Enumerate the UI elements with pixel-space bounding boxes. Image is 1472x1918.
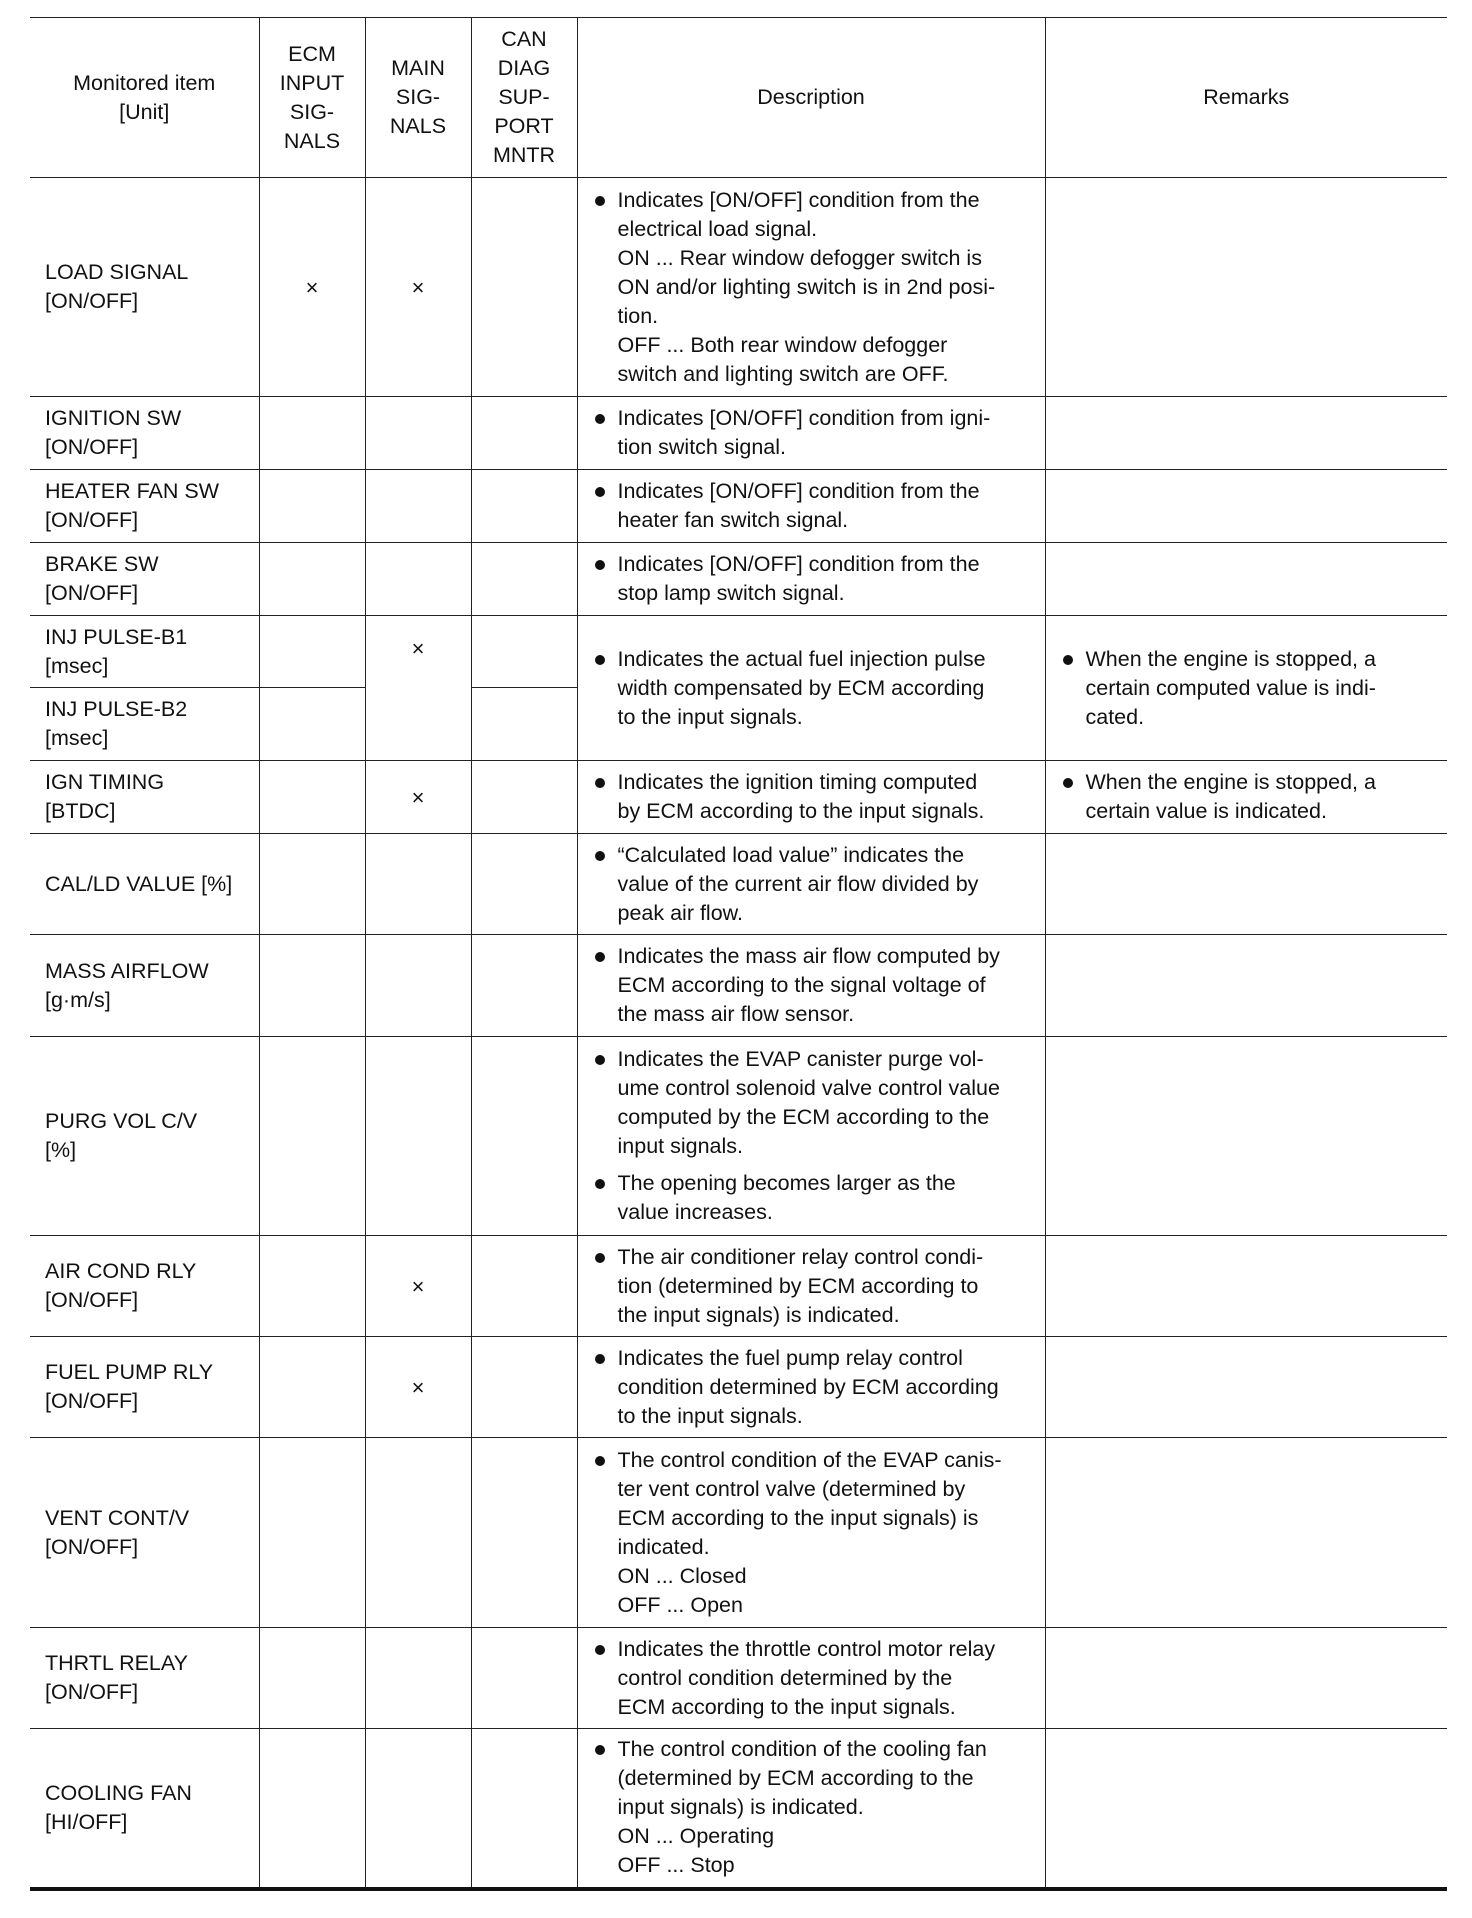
description-cell <box>577 1337 1045 1438</box>
remarks-cell <box>1045 1729 1447 1889</box>
monitored-item: HEATER FAN SW [ON/OFF] <box>30 470 259 543</box>
description-cell <box>577 1628 1045 1729</box>
header-main-signals: MAIN SIG- NALS <box>365 18 471 178</box>
description-cell <box>577 761 1045 834</box>
remarks-bullet: When the engine is stopped, a certain computed value is indi- cated. <box>1062 645 1438 732</box>
description-bullet: The control condition of the EVAP canis- ter vent control valve (determined by ECM according to the input signals) is indicated. ON ... Closed OFF ... Open <box>594 1446 1035 1620</box>
remarks-cell <box>1045 935 1447 1037</box>
description-bullet: Indicates [ON/OFF] condition from igni- tion switch signal. <box>594 404 1035 462</box>
header-remarks: Remarks <box>1045 18 1447 178</box>
ecm-input-signals-mark <box>259 1236 365 1337</box>
monitored-item: INJ PULSE-B1 [msec] <box>30 616 259 688</box>
ecm-input-signals-mark <box>259 688 365 761</box>
main-signals-mark <box>365 1628 471 1729</box>
bullet-icon <box>594 186 618 215</box>
description-bullet: Indicates the mass air flow computed by ECM according to the signal voltage of the mass air flow sensor. <box>594 942 1035 1029</box>
description-cell <box>577 1438 1045 1628</box>
remarks-cell <box>1045 1438 1447 1628</box>
ecm-input-signals-mark <box>259 1337 365 1438</box>
can-diag-support-mark <box>471 1337 577 1438</box>
table-row <box>30 543 1447 616</box>
description-bullet: Indicates the actual fuel injection pulse width compensated by ECM according to the input signals. <box>594 645 1035 732</box>
table-row <box>30 616 1447 688</box>
description-cell <box>577 1729 1045 1889</box>
can-diag-support-mark <box>471 1729 577 1889</box>
monitored-item: COOLING FAN [HI/OFF] <box>30 1729 259 1889</box>
can-diag-support-mark <box>471 543 577 616</box>
bullet-icon <box>594 404 618 433</box>
ecm-input-signals-mark <box>259 834 365 935</box>
description-bullet: The opening becomes larger as the value increases. <box>594 1169 1035 1227</box>
can-diag-support-mark <box>471 1438 577 1628</box>
header-ecm-input-signals: ECM INPUT SIG- NALS <box>259 18 365 178</box>
remarks-cell <box>1045 834 1447 935</box>
bullet-icon <box>594 841 618 870</box>
remarks-cell <box>1045 1236 1447 1337</box>
description-bullet: The air conditioner relay control condi- tion (determined by ECM according to the input signals) is indicated. <box>594 1243 1035 1330</box>
description-bullet: Indicates the ignition timing computed by ECM according to the input signals. <box>594 768 1035 826</box>
bullet-icon <box>594 1735 618 1764</box>
ecm-input-signals-mark <box>259 1438 365 1628</box>
description-cell <box>577 178 1045 397</box>
description-bullet: Indicates the fuel pump relay control condition determined by ECM according to the input signals. <box>594 1344 1035 1431</box>
remarks-cell <box>1045 178 1447 397</box>
bullet-icon <box>1062 645 1086 674</box>
main-signals-mark <box>365 543 471 616</box>
bullet-icon <box>594 1446 618 1475</box>
monitored-item: PURG VOL C/V [%] <box>30 1037 259 1236</box>
table-row <box>30 470 1447 543</box>
can-diag-support-mark <box>471 1037 577 1236</box>
monitored-item: FUEL PUMP RLY [ON/OFF] <box>30 1337 259 1438</box>
monitored-item: CAL/LD VALUE [%] <box>30 834 259 935</box>
table-row <box>30 1628 1447 1729</box>
can-diag-support-mark <box>471 178 577 397</box>
spec-sheet <box>30 17 1447 1891</box>
main-signals-mark <box>365 397 471 470</box>
ecm-input-signals-mark <box>259 470 365 543</box>
description-bullet: The control condition of the cooling fan (determined by ECM according to the input signals) is indicated. ON ... Operating OFF ... Stop <box>594 1735 1035 1880</box>
ecm-input-signals-mark <box>259 1729 365 1889</box>
monitored-item: LOAD SIGNAL [ON/OFF] <box>30 178 259 397</box>
can-diag-support-mark <box>471 834 577 935</box>
header-description: Description <box>577 18 1045 178</box>
main-signals-mark <box>365 935 471 1037</box>
description-cell <box>577 834 1045 935</box>
ecm-input-signals-mark <box>259 616 365 688</box>
monitored-item: INJ PULSE-B2 [msec] <box>30 688 259 761</box>
ecm-input-signals-mark <box>259 1037 365 1236</box>
main-signals-mark <box>365 1438 471 1628</box>
monitored-items-table <box>30 17 1447 1891</box>
main-signals-mark: × <box>365 616 471 761</box>
description-bullet: Indicates [ON/OFF] condition from the stop lamp switch signal. <box>594 550 1035 608</box>
ecm-input-signals-mark <box>259 761 365 834</box>
monitored-item: VENT CONT/V [ON/OFF] <box>30 1438 259 1628</box>
description-bullet: Indicates [ON/OFF] condition from the heater fan switch signal. <box>594 477 1035 535</box>
remarks-cell <box>1045 470 1447 543</box>
main-signals-mark <box>365 470 471 543</box>
can-diag-support-mark <box>471 1236 577 1337</box>
bullet-icon <box>594 645 618 674</box>
bullet-icon <box>594 1243 618 1272</box>
main-signals-mark <box>365 1729 471 1889</box>
monitored-item: AIR COND RLY [ON/OFF] <box>30 1236 259 1337</box>
bullet-icon <box>594 768 618 797</box>
table-row <box>30 178 1447 397</box>
description-cell <box>577 935 1045 1037</box>
can-diag-support-mark <box>471 688 577 761</box>
main-signals-mark: × <box>365 1236 471 1337</box>
ecm-input-signals-mark <box>259 397 365 470</box>
bullet-icon <box>1062 768 1086 797</box>
monitored-item: MASS AIRFLOW [g·m/s] <box>30 935 259 1037</box>
header-monitored-item: Monitored item [Unit] <box>30 18 259 178</box>
monitored-item: IGNITION SW [ON/OFF] <box>30 397 259 470</box>
can-diag-support-mark <box>471 935 577 1037</box>
bullet-icon <box>594 942 618 971</box>
remarks-cell <box>1045 761 1447 834</box>
table-row <box>30 761 1447 834</box>
main-signals-mark <box>365 834 471 935</box>
remarks-cell <box>1045 616 1447 761</box>
description-cell <box>577 1236 1045 1337</box>
monitored-item: IGN TIMING [BTDC] <box>30 761 259 834</box>
remarks-cell <box>1045 543 1447 616</box>
remarks-cell <box>1045 397 1447 470</box>
description-cell <box>577 397 1045 470</box>
description-bullet: Indicates [ON/OFF] condition from the electrical load signal. ON ... Rear window defogger switch is ON and/or lighting switch is in 2nd posi- tion. OFF ... Both rear window defogger switch and lighting switch are OFF. <box>594 186 1035 389</box>
table-row <box>30 1438 1447 1628</box>
bullet-icon <box>594 1635 618 1664</box>
main-signals-mark <box>365 1037 471 1236</box>
table-row <box>30 1337 1447 1438</box>
can-diag-support-mark <box>471 616 577 688</box>
ecm-input-signals-mark <box>259 543 365 616</box>
description-cell <box>577 1037 1045 1236</box>
bullet-icon <box>594 1045 618 1074</box>
header-can-diag-support-mntr: CAN DIAG SUP- PORT MNTR <box>471 18 577 178</box>
bullet-icon <box>594 1169 618 1198</box>
table-header-row <box>30 18 1447 178</box>
description-bullet: “Calculated load value” indicates the value of the current air flow divided by peak air flow. <box>594 841 1035 928</box>
bullet-icon <box>594 550 618 579</box>
main-signals-mark: × <box>365 1337 471 1438</box>
table-row <box>30 1729 1447 1889</box>
description-bullet: Indicates the EVAP canister purge vol- ume control solenoid valve control value computed by the ECM according to the input signals. <box>594 1045 1035 1161</box>
monitored-item: BRAKE SW [ON/OFF] <box>30 543 259 616</box>
bullet-icon <box>594 477 618 506</box>
description-cell <box>577 470 1045 543</box>
can-diag-support-mark <box>471 761 577 834</box>
can-diag-support-mark <box>471 1628 577 1729</box>
table-row <box>30 935 1447 1037</box>
bullet-icon <box>594 1344 618 1373</box>
remarks-cell <box>1045 1337 1447 1438</box>
description-bullet: Indicates the throttle control motor relay control condition determined by the ECM according to the input signals. <box>594 1635 1035 1722</box>
can-diag-support-mark <box>471 470 577 543</box>
remarks-cell <box>1045 1037 1447 1236</box>
description-cell <box>577 616 1045 761</box>
main-signals-mark: × <box>365 178 471 397</box>
table-row <box>30 397 1447 470</box>
remarks-bullet: When the engine is stopped, a certain value is indicated. <box>1062 768 1438 826</box>
table-row <box>30 834 1447 935</box>
remarks-cell <box>1045 1628 1447 1729</box>
main-signals-mark: × <box>365 761 471 834</box>
ecm-input-signals-mark <box>259 935 365 1037</box>
can-diag-support-mark <box>471 397 577 470</box>
monitored-item: THRTL RELAY [ON/OFF] <box>30 1628 259 1729</box>
ecm-input-signals-mark <box>259 1628 365 1729</box>
table-row <box>30 1037 1447 1236</box>
ecm-input-signals-mark: × <box>259 178 365 397</box>
table-row <box>30 1236 1447 1337</box>
description-cell <box>577 543 1045 616</box>
